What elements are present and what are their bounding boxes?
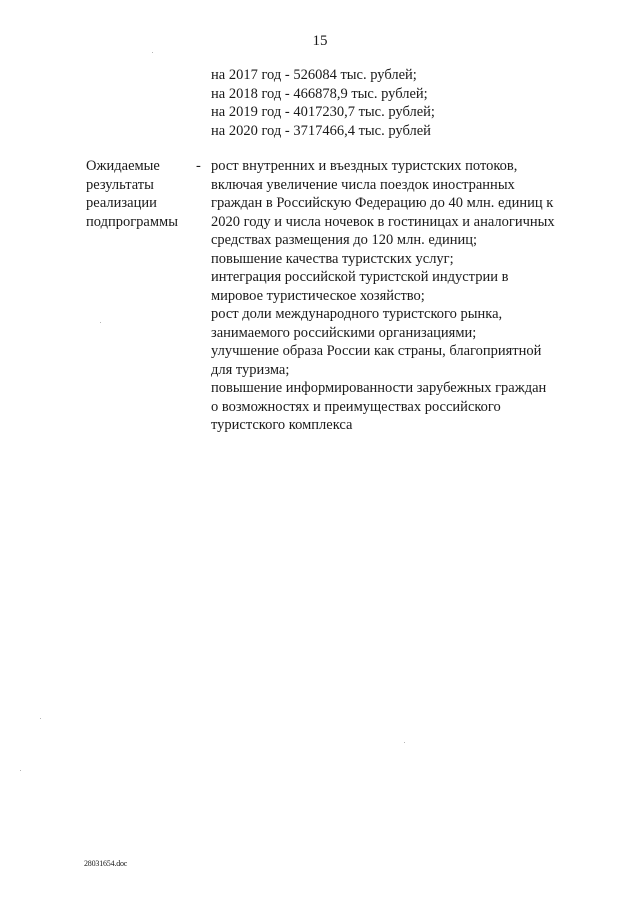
result-line: интеграция российской туристской индустрии в bbox=[211, 269, 509, 285]
funding-line-2019: на 2019 год - 4017230,7 тыс. рублей; bbox=[211, 104, 435, 120]
result-line: мировое туристическое хозяйство; bbox=[211, 287, 425, 304]
result-line: рост внутренних и въездных туристских потоков, bbox=[211, 158, 518, 174]
result-line: для туризма; bbox=[211, 361, 290, 378]
section-label bbox=[86, 157, 178, 231]
result-line: граждан в Российскую Федерацию до 40 млн. единиц к bbox=[211, 195, 554, 211]
expected-results bbox=[211, 157, 581, 435]
result-line: повышение информированности зарубежных граждан bbox=[211, 380, 547, 396]
result-line: занимаемого российскими организациями; bbox=[211, 324, 477, 341]
section-label-line: подпрограммы bbox=[86, 213, 178, 230]
result-line: средствах размещения до 120 млн. единиц; bbox=[211, 232, 478, 248]
section-label-line: результаты bbox=[86, 176, 154, 193]
result-line: рост доли международного туристского рынка, bbox=[211, 306, 503, 322]
page-number: 15 bbox=[312, 33, 328, 49]
scan-speck bbox=[20, 770, 21, 771]
result-line: о возможностях и преимуществах российского bbox=[211, 398, 501, 415]
scan-speck bbox=[100, 322, 101, 323]
result-line: включая увеличение числа поездок иностранных bbox=[211, 176, 515, 193]
footer-filename: 28031654.doc bbox=[84, 859, 128, 868]
result-line: 2020 году и числа ночевок в гостиницах и аналогичных bbox=[211, 213, 555, 230]
funding-line-2017: на 2017 год - 526084 тыс. рублей; bbox=[211, 67, 417, 83]
section-dash: - bbox=[196, 158, 201, 174]
funding-by-year bbox=[211, 66, 435, 140]
scan-speck bbox=[40, 718, 41, 719]
section-label-line: реализации bbox=[86, 195, 157, 211]
result-line: туристского комплекса bbox=[211, 417, 353, 433]
funding-line-2018: на 2018 год - 466878,9 тыс. рублей; bbox=[211, 85, 428, 102]
scan-speck bbox=[152, 52, 153, 53]
funding-line-2020: на 2020 год - 3717466,4 тыс. рублей bbox=[211, 122, 431, 139]
result-line: улучшение образа России как страны, благоприятной bbox=[211, 343, 542, 359]
result-line: повышение качества туристских услуг; bbox=[211, 250, 454, 267]
section-label-line: Ожидаемые bbox=[86, 158, 160, 174]
scan-speck bbox=[404, 742, 405, 743]
